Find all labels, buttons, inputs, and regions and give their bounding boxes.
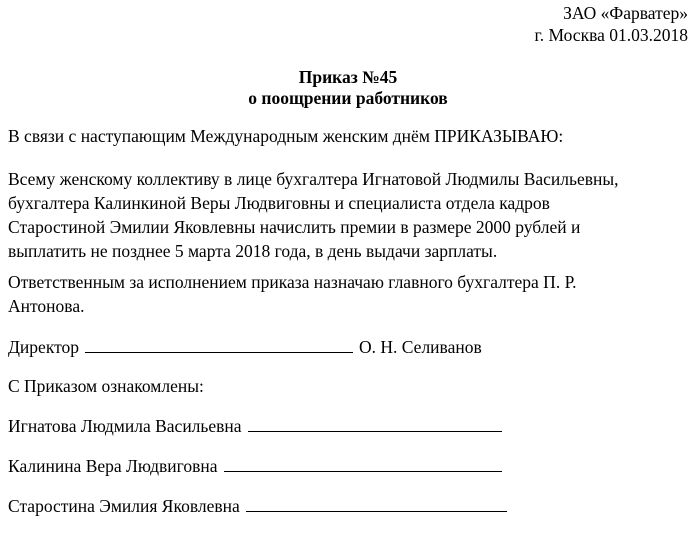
responsible-paragraph: [8, 270, 688, 318]
company-name: ЗАО «Фарватер»: [563, 3, 688, 23]
acknowledged-heading: С Приказом ознакомлены:: [8, 376, 204, 396]
bonus-line-1: Всему женскому коллективу в лице бухгалтера Игнатовой Людмилы Васильевны,: [8, 169, 619, 189]
ack-person-name: Игнатова Людмила Васильевна: [8, 416, 242, 436]
ack-row: [8, 414, 688, 438]
place-date: г. Москва 01.03.2018: [534, 25, 688, 45]
director-signature-row: [8, 335, 688, 359]
director-signature-line: [85, 337, 353, 353]
ack-signature-line: [246, 496, 507, 512]
director-role: Директор: [8, 337, 80, 357]
order-title: [0, 67, 696, 109]
order-subject: о поощрении работников: [248, 88, 448, 108]
ack-signature-line: [224, 456, 502, 472]
bonus-line-3: Старостиной Эмилии Яковлевны начислить премии в размере 2000 рублей и: [8, 217, 581, 237]
ack-person-name: Калинина Вера Людвиговна: [8, 456, 218, 476]
bonus-line-4: выплатить не позднее 5 марта 2018 года, в день выдачи зарплаты.: [8, 241, 498, 261]
ack-person-name: Старостина Эмилия Яковлевна: [8, 496, 240, 516]
ack-row: [8, 494, 688, 518]
responsible-line-2: Антонова.: [8, 296, 85, 316]
intro-paragraph: В связи с наступающим Международным женским днём ПРИКАЗЫВАЮ:: [8, 126, 564, 146]
order-number: Приказ №45: [298, 67, 398, 87]
director-name: О. Н. Селиванов: [359, 337, 482, 357]
document-header: [535, 2, 688, 46]
bonus-paragraph: [8, 167, 688, 263]
ack-row: [8, 454, 688, 478]
responsible-line-1: Ответственным за исполнением приказа назначаю главного бухгалтера П. Р.: [8, 272, 577, 292]
ack-signature-line: [248, 416, 502, 432]
bonus-line-2: бухгалтера Калинкиной Веры Людвиговны и специалиста отдела кадров: [8, 193, 550, 213]
